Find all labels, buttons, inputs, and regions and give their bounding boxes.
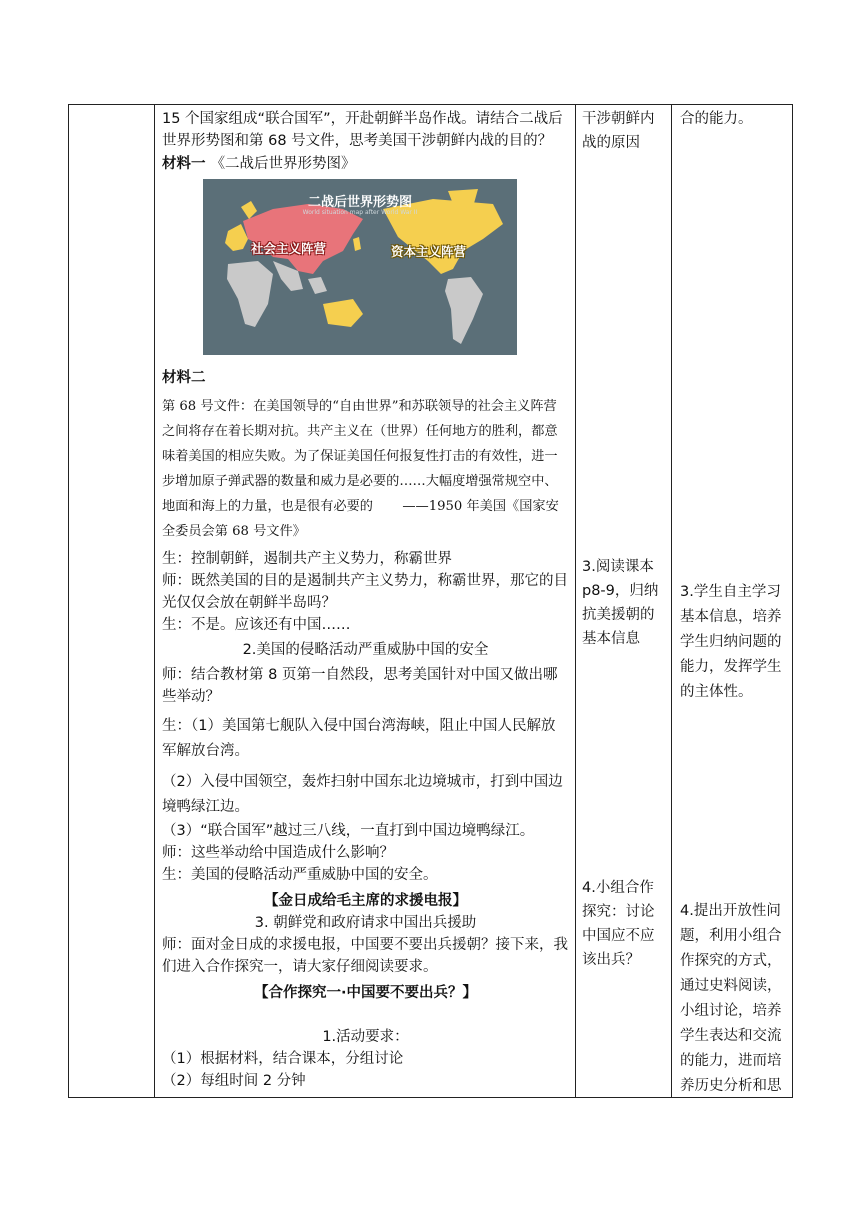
material-one-caption: 《二战后世界形势图》	[210, 156, 356, 172]
telegram-heading: 【金日成给毛主席的求援电报】	[264, 893, 467, 909]
student-answer-4: （2）入侵中国领空，轰炸扫射中国东北边境城市，打到中国边境鸭绿江边。	[162, 774, 563, 815]
map-title: 二战后世界形势图	[307, 195, 412, 210]
section-heading-2: 2.美国的侵略活动严重威胁中国的安全	[242, 642, 489, 658]
activity-group-inquiry: 4.小组合作探究：讨论中国应不应该出兵？	[582, 880, 655, 968]
cooperative-inquiry-heading: 【合作探究一·中国要不要出兵？】	[253, 985, 477, 1001]
section-heading-3: 3. 朝鲜党和政府请求中国出兵援助	[254, 915, 477, 931]
requirement-2: （2）每组时间 2 分钟	[162, 1073, 306, 1089]
socialist-camp-label: 社会主义阵营	[251, 241, 327, 256]
material-two-text	[162, 394, 569, 544]
column-divider	[575, 105, 576, 1097]
teacher-question-1: 师：既然美国的目的是遏制共产主义势力，称霸世界，那它的目光仅仅会放在朝鲜半岛吗？	[162, 573, 568, 611]
intro-paragraph: 15 个国家组成“联合国军”，开赴朝鲜半岛作战。请结合二战后世界形势图和第 68 号文件，思考美国干涉朝鲜内战的目的？	[162, 111, 563, 149]
intent-self-study: 3.学生自主学习基本信息，培养学生归纳问题的能力，发挥学生的主体性。	[680, 584, 782, 700]
material-two-source: ——1950 年美国《国家安全委员会第 68 号文件》	[162, 499, 559, 539]
activity-requirements-heading: 1.活动要求：	[322, 1029, 409, 1045]
teaching-process-column	[155, 105, 575, 1092]
student-answer-5: （3）“联合国军”越过三八线，一直打到中国边境鸭绿江。	[162, 823, 535, 839]
student-answer-2: 生：不是。应该还有中国……	[162, 617, 351, 633]
map-subtitle: World situation map after World War II	[302, 209, 418, 216]
activity-reason: 干涉朝鲜内战的原因	[582, 111, 655, 151]
material-two-heading: 材料二	[162, 370, 206, 386]
capitalist-camp-label: 资本主义阵营	[391, 244, 467, 259]
material-one-label: 材料一	[162, 156, 206, 172]
student-answer-1: 生：控制朝鲜，遏制共产主义势力，称霸世界	[162, 551, 452, 567]
teacher-question-3: 师：这些举动给中国造成什么影响？	[162, 845, 394, 861]
intent-ability: 合的能力。	[680, 111, 753, 127]
world-situation-map	[203, 179, 517, 355]
student-answer-3: 生：（1）美国第七舰队入侵中国台湾海峡，阻止中国人民解放军解放台湾。	[162, 718, 556, 759]
material-two-body: 第 68 号文件：在美国领导的“自由世界”和苏联领导的社会主义阵营之间将存在着长期对抗。共产主义在（世界）任何地方的胜利，都意味着美国的相应失败。为了保证美国任何报复性打击的有效性，进一步增加原子弹武器的数量和威力是必要的……大幅度增强常规空中、地面和海上的力量，也是很有必要的	[162, 399, 558, 514]
intent-open-question: 4.提出开放性问题，利用小组合作探究的方式，通过史料阅读，小组讨论，培养学生表达和交流的能力，进而培养历史分析和思	[680, 903, 782, 1094]
activity-reading: 3.阅读课本 p8-9，归纳抗美援朝的基本信息	[582, 559, 659, 647]
requirement-1: （1）根据材料，结合课本，分组讨论	[162, 1051, 404, 1067]
student-activity-column	[576, 105, 671, 968]
teacher-question-4: 师：面对金日成的求援电报，中国要不要出兵援朝？接下来，我们进入合作探究一，请大家仔细阅读要求。	[162, 937, 568, 975]
lesson-plan-table	[68, 104, 793, 1098]
material-one-heading	[162, 153, 569, 175]
column-divider	[671, 105, 672, 1097]
design-intent-column	[672, 105, 792, 1094]
teacher-question-2: 师：结合教材第 8 页第一自然段，思考美国针对中国又做出哪些举动？	[162, 667, 558, 705]
student-answer-6: 生：美国的侵略活动严重威胁中国的安全。	[162, 867, 438, 883]
